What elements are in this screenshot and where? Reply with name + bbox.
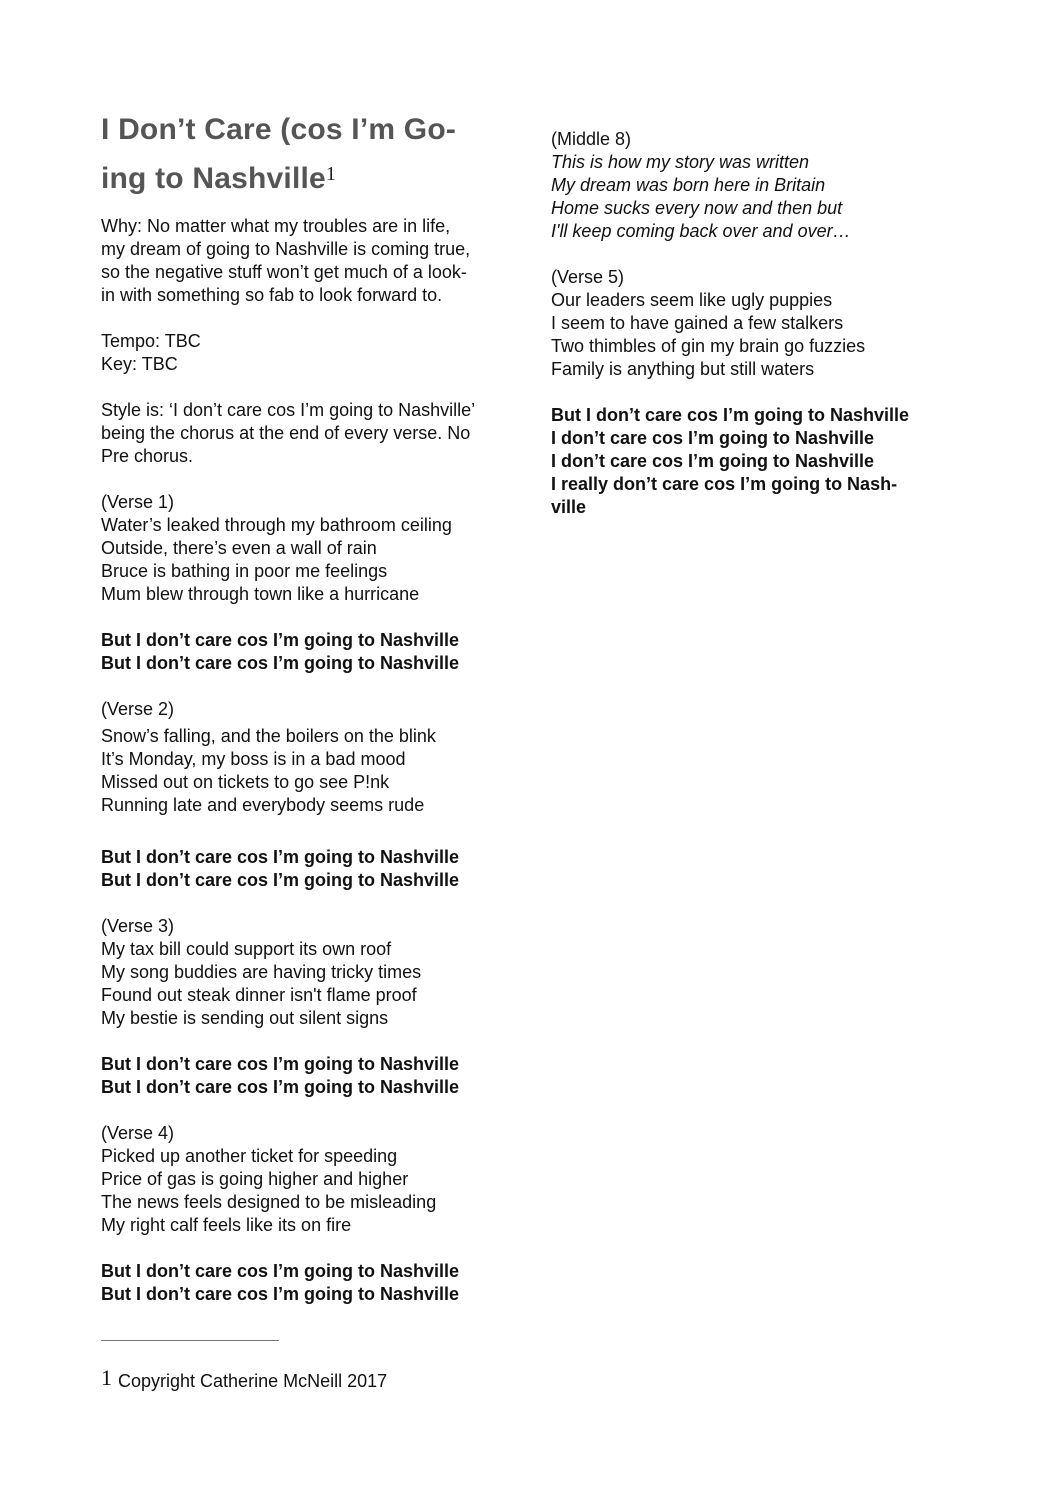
verse-label: (Verse 2)	[101, 699, 175, 719]
lyric-line: I'll keep coming back over and over…	[551, 221, 851, 241]
chorus-line: But I don’t care cos I’m going to Nashville	[101, 870, 460, 890]
verse-2	[101, 698, 511, 817]
verse-4	[101, 1122, 511, 1237]
why-line: so the negative stuff won’t get much of a look-	[101, 262, 467, 282]
footnote-reference[interactable]: 1	[325, 163, 337, 185]
lyric-line: Outside, there’s even a wall of rain	[101, 538, 377, 558]
style-line: Pre chorus.	[101, 446, 194, 466]
verse-label: (Verse 3)	[101, 916, 175, 936]
chorus-3	[101, 1053, 511, 1099]
verse-1	[101, 491, 511, 606]
verse-label: (Verse 5)	[551, 267, 625, 287]
lyric-line: Home sucks every now and then but	[551, 198, 843, 218]
section-label: (Middle 8)	[551, 129, 632, 149]
song-title	[101, 108, 511, 201]
chorus-line: But I don’t care cos I’m going to Nashville	[101, 847, 460, 867]
verse-label: (Verse 4)	[101, 1123, 175, 1143]
lyric-line: Two thimbles of gin my brain go fuzzies	[551, 336, 866, 356]
chorus-1	[101, 629, 511, 675]
chorus-line: But I don’t care cos I’m going to Nashville	[101, 653, 460, 673]
song-title-line-2: ing to Nashville	[101, 162, 326, 195]
footnote-number: 1	[101, 1365, 112, 1390]
chorus-line: ville	[551, 497, 587, 517]
lyric-line: Snow’s falling, and the boilers on the blink	[101, 726, 436, 746]
style-line: Style is: ‘I don’t care cos I’m going to Nashville’	[101, 400, 476, 420]
lyric-line: My bestie is sending out silent signs	[101, 1008, 389, 1028]
chorus-4	[101, 1260, 511, 1306]
why-line: my dream of going to Nashville is coming true,	[101, 239, 471, 259]
lyric-line: My dream was born here in Britain	[551, 175, 826, 195]
lyric-line: Water’s leaked through my bathroom ceiling	[101, 515, 452, 535]
lyric-line: Missed out on tickets to go see P!nk	[101, 772, 390, 792]
lyric-line: The news feels designed to be misleading	[101, 1192, 437, 1212]
why-paragraph	[101, 215, 511, 307]
verse-3	[101, 915, 511, 1030]
lyric-line: Picked up another ticket for speeding	[101, 1146, 398, 1166]
lyric-line: Found out steak dinner isn't flame proof	[101, 985, 417, 1005]
lyric-line: My song buddies are having tricky times	[101, 962, 422, 982]
left-column	[101, 108, 511, 1329]
style-paragraph	[101, 399, 511, 468]
middle-8	[551, 128, 961, 243]
lyric-line: My tax bill could support its own roof	[101, 939, 392, 959]
chorus-line: But I don’t care cos I’m going to Nashville	[101, 630, 460, 650]
footnote-divider	[101, 1340, 279, 1341]
verse-label: (Verse 1)	[101, 492, 175, 512]
lyric-line: My right calf feels like its on fire	[101, 1215, 352, 1235]
chorus-line: I don’t care cos I’m going to Nashville	[551, 428, 875, 448]
chorus-line: I don’t care cos I’m going to Nashville	[551, 451, 875, 471]
why-line: Why: No matter what my troubles are in life,	[101, 216, 451, 236]
lyric-line: It’s Monday, my boss is in a bad mood	[101, 749, 406, 769]
chorus-line: But I don’t care cos I’m going to Nashville	[101, 1054, 460, 1074]
footnote-text: Copyright Catherine McNeill 2017	[118, 1371, 388, 1391]
song-title-line-1: I Don’t Care (cos I’m Go-	[101, 113, 457, 146]
key: Key: TBC	[101, 354, 178, 374]
lyric-line: Bruce is bathing in poor me feelings	[101, 561, 388, 581]
lyric-line: I seem to have gained a few stalkers	[551, 313, 844, 333]
chorus-line: But I don’t care cos I’m going to Nashville	[551, 405, 910, 425]
chorus-line: But I don’t care cos I’m going to Nashville	[101, 1261, 460, 1281]
tempo-key	[101, 330, 511, 376]
right-column	[551, 128, 961, 542]
final-chorus	[551, 404, 961, 519]
verse-5	[551, 266, 961, 381]
lyric-line: This is how my story was written	[551, 152, 810, 172]
chorus-line: But I don’t care cos I’m going to Nashville	[101, 1284, 460, 1304]
why-line: in with something so fab to look forward to.	[101, 285, 443, 305]
chorus-line: But I don’t care cos I’m going to Nashville	[101, 1077, 460, 1097]
lyric-line: Our leaders seem like ugly puppies	[551, 290, 833, 310]
tempo: Tempo: TBC	[101, 331, 201, 351]
footnote	[101, 1366, 387, 1393]
chorus-2	[101, 846, 511, 892]
lyric-line: Price of gas is going higher and higher	[101, 1169, 409, 1189]
lyric-line: Running late and everybody seems rude	[101, 795, 425, 815]
lyric-line: Family is anything but still waters	[551, 359, 815, 379]
chorus-line: I really don’t care cos I’m going to Nash-	[551, 474, 898, 494]
style-line: being the chorus at the end of every verse. No	[101, 423, 471, 443]
lyric-line: Mum blew through town like a hurricane	[101, 584, 420, 604]
